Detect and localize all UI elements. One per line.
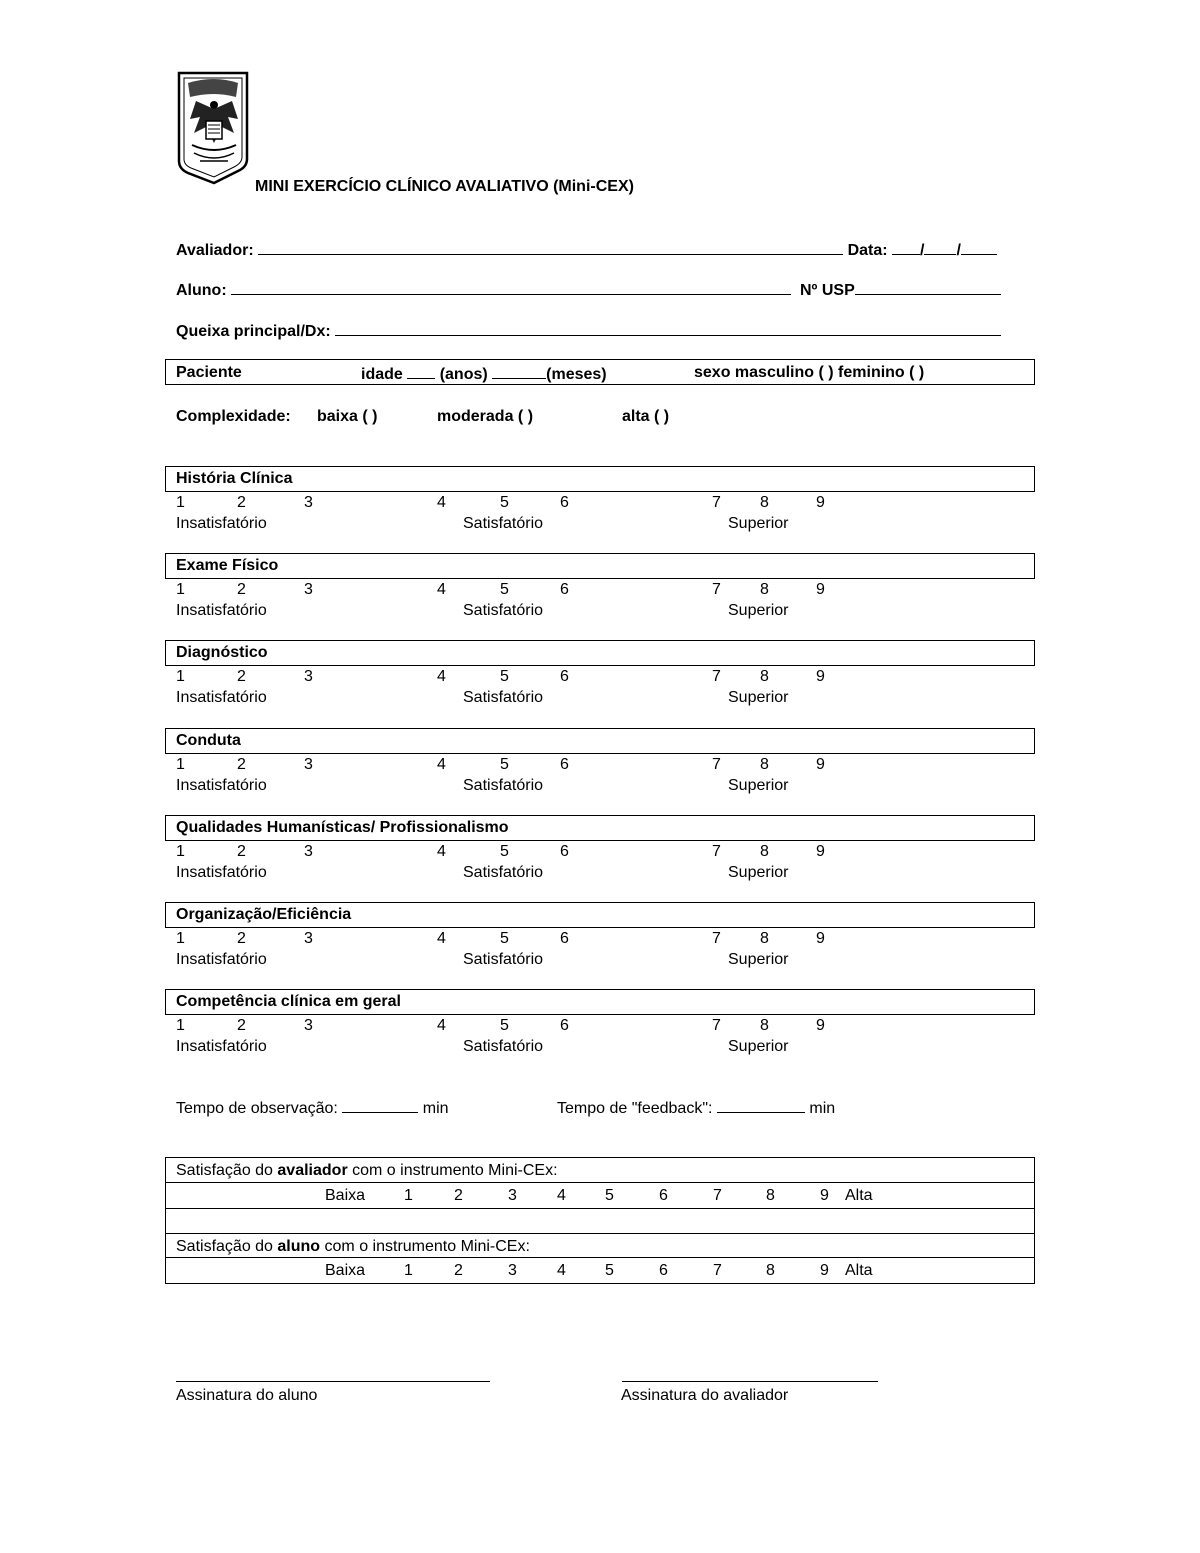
scale-label-low: Insatisfatório xyxy=(176,951,267,968)
rating-option[interactable]: 7 xyxy=(713,1262,722,1279)
rating-option[interactable]: 5 xyxy=(605,1187,614,1204)
score-option[interactable]: 7 xyxy=(712,581,721,598)
score-option[interactable]: 4 xyxy=(437,756,446,773)
score-option[interactable]: 8 xyxy=(760,581,769,598)
complexidade-label: Complexidade: xyxy=(176,408,291,425)
scale-label-high: Superior xyxy=(728,864,789,881)
section-header-box xyxy=(165,553,1035,579)
score-option[interactable]: 6 xyxy=(560,1017,569,1034)
idade-line[interactable] xyxy=(407,364,435,379)
rating-option[interactable]: 2 xyxy=(454,1187,463,1204)
scale-label-high: Superior xyxy=(728,951,789,968)
score-option[interactable]: 2 xyxy=(237,668,246,685)
satisfacao-prefix: Satisfação do xyxy=(176,1238,273,1255)
section-header-box xyxy=(165,640,1035,666)
scale-label-mid: Satisfatório xyxy=(463,1038,544,1055)
score-option[interactable]: 4 xyxy=(437,494,446,511)
score-option[interactable]: 9 xyxy=(816,930,825,947)
signature-label-student: Assinatura do aluno xyxy=(176,1387,318,1404)
scale-label-low: Insatisfatório xyxy=(176,515,267,532)
table-divider xyxy=(165,1208,1035,1209)
rating-option[interactable]: 1 xyxy=(404,1262,413,1279)
data-label: Data: xyxy=(847,242,888,259)
complexidade-alta[interactable]: alta ( ) xyxy=(622,408,670,425)
scale-label-low: Insatisfatório xyxy=(176,1038,267,1055)
score-option[interactable]: 5 xyxy=(500,581,509,598)
score-option[interactable]: 3 xyxy=(304,756,313,773)
rating-option[interactable]: 8 xyxy=(766,1262,775,1279)
score-option[interactable]: 9 xyxy=(816,756,825,773)
score-option[interactable]: 1 xyxy=(176,668,185,685)
score-option[interactable]: 4 xyxy=(437,930,446,947)
score-option[interactable]: 6 xyxy=(560,668,569,685)
rating-low-label: Baixa xyxy=(325,1187,366,1204)
scale-label-high: Superior xyxy=(728,515,789,532)
section-title: Conduta xyxy=(176,732,241,749)
score-option[interactable]: 9 xyxy=(816,843,825,860)
avaliador-word: avaliador xyxy=(277,1162,348,1179)
score-option[interactable]: 7 xyxy=(712,1017,721,1034)
score-option[interactable]: 8 xyxy=(760,1017,769,1034)
nusp-label: Nº USP xyxy=(800,282,855,299)
scale-label-mid: Satisfatório xyxy=(463,602,544,619)
score-option[interactable]: 1 xyxy=(176,1017,185,1034)
queixa-label: Queixa principal/Dx: xyxy=(176,323,331,340)
score-option[interactable]: 3 xyxy=(304,581,313,598)
score-option[interactable]: 1 xyxy=(176,843,185,860)
score-option[interactable]: 2 xyxy=(237,843,246,860)
scale-label-mid: Satisfatório xyxy=(463,515,544,532)
score-option[interactable]: 3 xyxy=(304,930,313,947)
scale-label-mid: Satisfatório xyxy=(463,864,544,881)
satisfacao-suffix: com o instrumento Mini-CEx: xyxy=(324,1238,530,1255)
score-option[interactable]: 3 xyxy=(304,494,313,511)
idade-field[interactable] xyxy=(361,364,607,384)
date-month-line[interactable] xyxy=(924,240,956,255)
rating-option[interactable]: 3 xyxy=(508,1187,517,1204)
page-title: MINI EXERCÍCIO CLÍNICO AVALIATIVO (Mini-CEX) xyxy=(255,178,634,195)
score-option[interactable]: 1 xyxy=(176,930,185,947)
score-option[interactable]: 8 xyxy=(760,668,769,685)
score-option[interactable]: 5 xyxy=(500,843,509,860)
satisfacao-avaliador-label xyxy=(176,1162,558,1180)
score-option[interactable]: 5 xyxy=(500,1017,509,1034)
scale-label-low: Insatisfatório xyxy=(176,602,267,619)
tempo-feedback-line[interactable] xyxy=(717,1098,805,1113)
score-option[interactable]: 4 xyxy=(437,843,446,860)
section-title: Competência clínica em geral xyxy=(176,993,401,1010)
satisfacao-aluno-label xyxy=(176,1238,530,1256)
score-option[interactable]: 2 xyxy=(237,494,246,511)
score-option[interactable]: 5 xyxy=(500,756,509,773)
signature-line-evaluator[interactable] xyxy=(622,1381,878,1382)
score-option[interactable]: 9 xyxy=(816,581,825,598)
rating-option[interactable]: 5 xyxy=(605,1262,614,1279)
score-option[interactable]: 4 xyxy=(437,1017,446,1034)
score-option[interactable]: 7 xyxy=(712,930,721,947)
score-option[interactable]: 2 xyxy=(237,930,246,947)
score-option[interactable]: 9 xyxy=(816,668,825,685)
tempo-feedback[interactable] xyxy=(557,1098,835,1118)
rating-low-label: Baixa xyxy=(325,1262,366,1279)
score-option[interactable]: 5 xyxy=(500,494,509,511)
rating-option[interactable]: 6 xyxy=(659,1187,668,1204)
scale-label-mid: Satisfatório xyxy=(463,689,544,706)
score-option[interactable]: 8 xyxy=(760,843,769,860)
tempo-observacao[interactable] xyxy=(176,1098,449,1118)
satisfacao-suffix: com o instrumento Mini-CEx: xyxy=(352,1162,558,1179)
anos-label: (anos) xyxy=(439,366,488,383)
table-divider xyxy=(165,1257,1035,1258)
date-separator: / xyxy=(920,242,925,259)
section-header-box xyxy=(165,466,1035,492)
table-divider xyxy=(165,1233,1035,1234)
queixa-field[interactable] xyxy=(176,321,1001,341)
rating-high-label: Alta xyxy=(845,1187,873,1204)
score-option[interactable]: 6 xyxy=(560,756,569,773)
rating-option[interactable]: 6 xyxy=(659,1262,668,1279)
rating-option[interactable]: 8 xyxy=(766,1187,775,1204)
scale-label-mid: Satisfatório xyxy=(463,951,544,968)
score-option[interactable]: 6 xyxy=(560,581,569,598)
score-option[interactable]: 3 xyxy=(304,843,313,860)
complexidade-baixa[interactable]: baixa ( ) xyxy=(317,408,378,425)
sexo-field[interactable]: sexo masculino ( ) feminino ( ) xyxy=(694,364,925,381)
score-option[interactable]: 8 xyxy=(760,494,769,511)
score-option[interactable]: 5 xyxy=(500,668,509,685)
scale-label-high: Superior xyxy=(728,689,789,706)
section-title: Exame Físico xyxy=(176,557,279,574)
date-year-line[interactable] xyxy=(961,240,997,255)
date-separator: / xyxy=(956,242,961,259)
scale-label-mid: Satisfatório xyxy=(463,777,544,794)
score-option[interactable]: 6 xyxy=(560,930,569,947)
scale-label-low: Insatisfatório xyxy=(176,777,267,794)
score-option[interactable]: 7 xyxy=(712,668,721,685)
queixa-line[interactable] xyxy=(335,321,1001,336)
rating-option[interactable]: 4 xyxy=(557,1187,566,1204)
section-title: História Clínica xyxy=(176,470,293,487)
score-option[interactable]: 6 xyxy=(560,494,569,511)
meses-label: (meses) xyxy=(546,366,607,383)
score-option[interactable]: 1 xyxy=(176,756,185,773)
complexidade-moderada[interactable]: moderada ( ) xyxy=(437,408,534,425)
avaliador-line[interactable] xyxy=(258,240,843,255)
score-option[interactable]: 3 xyxy=(304,1017,313,1034)
scale-label-high: Superior xyxy=(728,602,789,619)
paciente-label: Paciente xyxy=(176,364,242,381)
score-option[interactable]: 2 xyxy=(237,756,246,773)
avaliador-label: Avaliador: xyxy=(176,242,254,259)
university-crest-icon xyxy=(176,71,252,193)
score-option[interactable]: 2 xyxy=(237,581,246,598)
tempo-feedback-label: Tempo de "feedback": xyxy=(557,1100,713,1117)
tempo-observacao-line[interactable] xyxy=(342,1098,418,1113)
section-title: Qualidades Humanísticas/ Profissionalismo xyxy=(176,819,509,836)
score-option[interactable]: 8 xyxy=(760,930,769,947)
rating-option[interactable]: 9 xyxy=(820,1262,829,1279)
tempo-observacao-label: Tempo de observação: xyxy=(176,1100,338,1117)
rating-option[interactable]: 4 xyxy=(557,1262,566,1279)
section-title: Organização/Eficiência xyxy=(176,906,352,923)
score-option[interactable]: 4 xyxy=(437,668,446,685)
scale-label-high: Superior xyxy=(728,777,789,794)
min-label: min xyxy=(422,1100,449,1117)
aluno-field[interactable] xyxy=(176,280,1001,300)
rating-option[interactable]: 3 xyxy=(508,1262,517,1279)
rating-option[interactable]: 1 xyxy=(404,1187,413,1204)
table-divider xyxy=(165,1182,1035,1183)
section-header-box xyxy=(165,728,1035,754)
score-option[interactable]: 9 xyxy=(816,494,825,511)
signature-label-evaluator: Assinatura do avaliador xyxy=(621,1387,789,1404)
min-label: min xyxy=(809,1100,836,1117)
date-day-line[interactable] xyxy=(892,240,920,255)
score-option[interactable]: 7 xyxy=(712,494,721,511)
satisfacao-prefix: Satisfação do xyxy=(176,1162,273,1179)
avaliador-field[interactable] xyxy=(176,240,997,260)
scale-label-high: Superior xyxy=(728,1038,789,1055)
score-option[interactable]: 7 xyxy=(712,843,721,860)
score-option[interactable]: 1 xyxy=(176,581,185,598)
rating-high-label: Alta xyxy=(845,1262,873,1279)
rating-option[interactable]: 2 xyxy=(454,1262,463,1279)
section-title: Diagnóstico xyxy=(176,644,268,661)
score-option[interactable]: 9 xyxy=(816,1017,825,1034)
meses-line[interactable] xyxy=(492,364,546,379)
score-option[interactable]: 1 xyxy=(176,494,185,511)
score-option[interactable]: 2 xyxy=(237,1017,246,1034)
score-option[interactable]: 8 xyxy=(760,756,769,773)
rating-option[interactable]: 9 xyxy=(820,1187,829,1204)
scale-label-low: Insatisfatório xyxy=(176,689,267,706)
score-option[interactable]: 4 xyxy=(437,581,446,598)
idade-label: idade xyxy=(361,366,403,383)
signature-line-student[interactable] xyxy=(176,1381,490,1382)
score-option[interactable]: 3 xyxy=(304,668,313,685)
nusp-line[interactable] xyxy=(855,280,1001,295)
score-option[interactable]: 6 xyxy=(560,843,569,860)
aluno-label: Aluno: xyxy=(176,282,227,299)
score-option[interactable]: 5 xyxy=(500,930,509,947)
score-option[interactable]: 7 xyxy=(712,756,721,773)
aluno-line[interactable] xyxy=(231,280,791,295)
aluno-word: aluno xyxy=(277,1238,321,1255)
scale-label-low: Insatisfatório xyxy=(176,864,267,881)
rating-option[interactable]: 7 xyxy=(713,1187,722,1204)
